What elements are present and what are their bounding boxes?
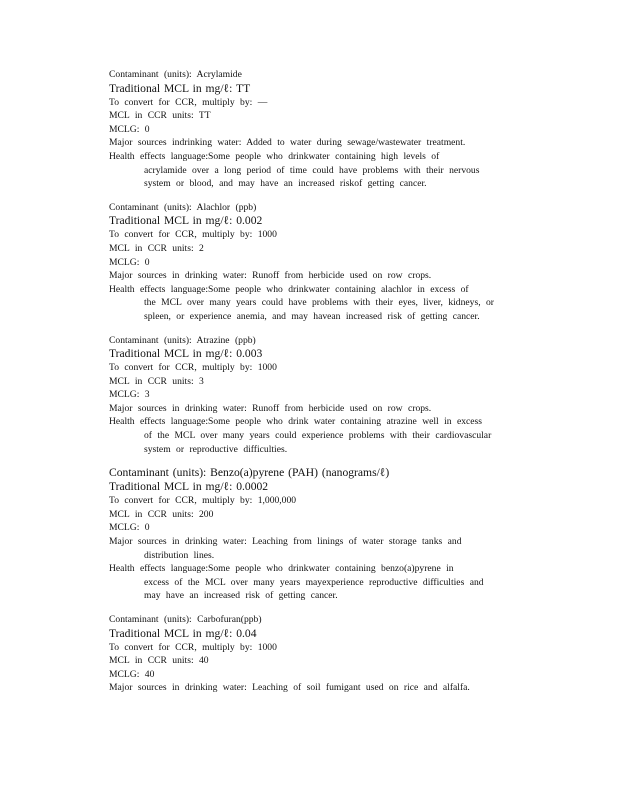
mclg-value: MCLG: 3 [109,389,150,401]
health-effects-cont: system or reproductive difficulties. [144,443,288,455]
contaminant-heading: Contaminant (units): Benzo(a)pyrene (PAH) (nanograms/ℓ) [109,466,390,480]
health-effects-cont: may have an increased risk of getting cancer. [144,590,338,602]
major-sources: Major sources in drinking water: Leaching from linings of water storage tanks and [109,536,462,548]
major-sources: Major sources in drinking water: Leaching of soil fumigant used on rice and alfalfa. [109,682,470,694]
health-effects: Health effects language:Some people who drinkwater containing benzo(a)pyrene in [109,563,454,575]
health-effects-cont: of the MCL over many years could experience problems with their cardiovascular [144,430,492,442]
convert-factor: To convert for CCR, multiply by: 1000 [109,362,277,374]
health-effects-cont: system or blood, and may have an increased riskof getting cancer. [144,178,427,190]
mcl-ccr-units: MCL in CCR units: 40 [109,655,209,667]
major-sources: Major sources in drinking water: Runoff from herbicide used on row crops. [109,402,432,414]
major-sources: Major sources indrinking water: Added to water during sewage/wastewater treatment. [109,137,466,149]
mcl-ccr-units: MCL in CCR units: 3 [109,375,204,387]
traditional-mcl: Traditional MCL in mg/ℓ: 0.04 [109,626,257,640]
health-effects: Health effects language:Some people who drinkwater containing alachlor in excess of [109,283,469,295]
contaminant-heading: Contaminant (units): Acrylamide [109,69,242,80]
mclg-value: MCLG: 0 [109,256,150,268]
health-effects-cont: excess of the MCL over many years mayexperience reproductive difficulties and [144,576,484,588]
health-effects-cont: acrylamide over a long period of time could have problems with their nervous [144,164,480,176]
mclg-value: MCLG: 40 [109,668,155,680]
traditional-mcl: Traditional MCL in mg/ℓ: 0.002 [109,214,263,228]
convert-factor: To convert for CCR, multiply by: — [109,96,268,108]
contaminant-entry [109,68,539,191]
contaminant-heading: Contaminant (units): Alachlor (ppb) [109,201,257,213]
mclg-value: MCLG: 0 [109,123,150,135]
health-effects: Health effects language:Some people who drink water containing atrazine well in excess [109,416,483,428]
health-effects: Health effects language:Some people who drinkwater containing high levels of [109,150,440,162]
major-sources-cont: distribution lines. [144,549,215,561]
contaminant-entry [109,334,539,457]
convert-factor: To convert for CCR, multiply by: 1000 [109,641,277,653]
mcl-ccr-units: MCL in CCR units: 2 [109,242,204,254]
mcl-ccr-units: MCL in CCR units: TT [109,110,211,122]
contaminant-entry [109,466,539,603]
contaminant-entry [109,201,539,324]
convert-factor: To convert for CCR, multiply by: 1,000,000 [109,495,297,507]
convert-factor: To convert for CCR, multiply by: 1000 [109,229,277,241]
contaminant-entry [109,613,539,695]
traditional-mcl: Traditional MCL in mg/ℓ: 0.003 [109,347,263,361]
document-page [109,68,539,705]
contaminant-heading: Contaminant (units): Atrazine (ppb) [109,334,256,346]
mcl-ccr-units: MCL in CCR units: 200 [109,508,214,520]
health-effects-cont: spleen, or experience anemia, and may havean increased risk of getting cancer. [144,310,480,322]
health-effects-cont: the MCL over many years could have problems with their eyes, liver, kidneys, or [144,297,494,309]
traditional-mcl: Traditional MCL in mg/ℓ: TT [109,81,251,95]
traditional-mcl: Traditional MCL in mg/ℓ: 0.0002 [109,480,269,494]
major-sources: Major sources in drinking water: Runoff from herbicide used on row crops. [109,270,432,282]
mclg-value: MCLG: 0 [109,522,150,534]
contaminant-heading: Contaminant (units): Carbofuran(ppb) [109,614,262,625]
